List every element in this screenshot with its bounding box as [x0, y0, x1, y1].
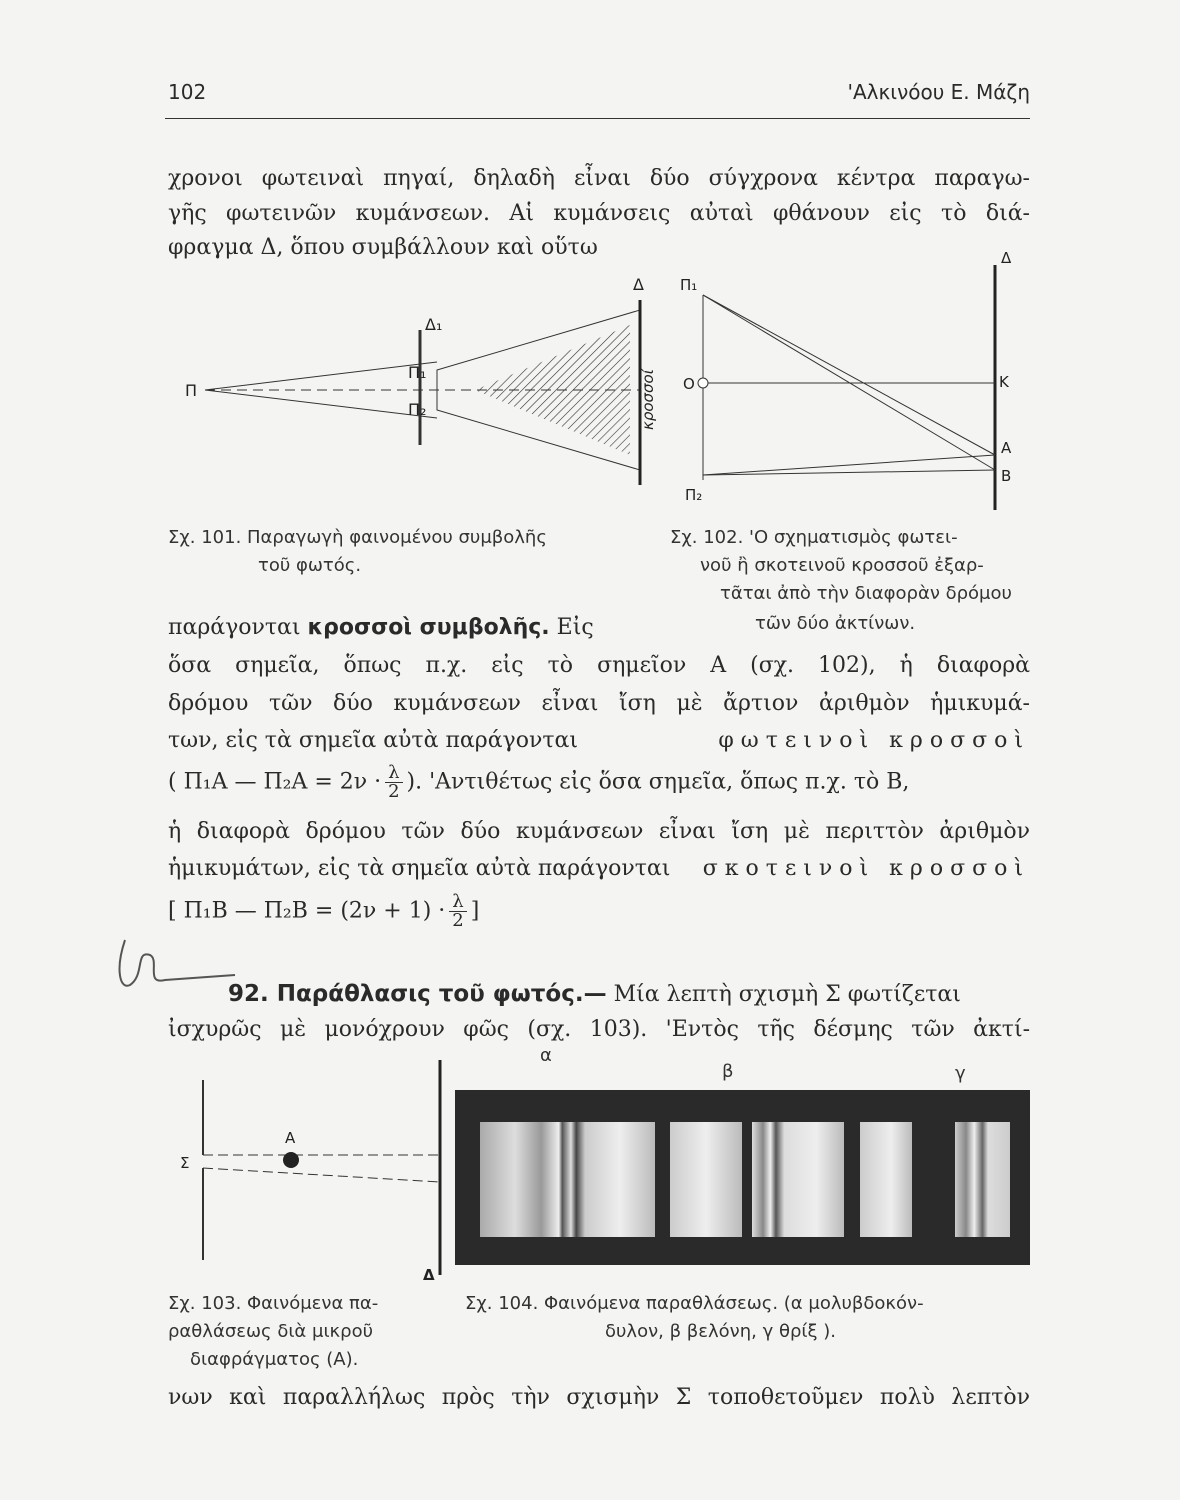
fig101-caption-line2: τοῦ φωτός.: [258, 555, 362, 576]
fig102-caption-line: τᾶται ἀπὸ τὴν διαφορὰν δρόμου: [720, 583, 1012, 604]
text-line: ἰσχυρῶς μὲ μονόχρουν φῶς (σχ. 103). 'Εντὸς τῆς δέσμης τῶν ἀκτί-: [168, 1017, 1030, 1042]
label-source: Π: [185, 381, 198, 400]
fig103-caption-line: Σχ. 103. Φαινόμενα πα-: [168, 1293, 379, 1314]
label-source1: Π₁: [680, 276, 698, 294]
label-beta: β: [722, 1061, 734, 1082]
label-alpha: α: [540, 1045, 552, 1066]
fig103-caption-line: διαφράγματος (Α).: [190, 1349, 359, 1370]
formula-line: ( Π₁Α — Π₂Α = 2ν · $\frac{\lambda}{2}$ ). 'Αντιθέτως εἰς ὅσα σημεῖα, ὅπως π.χ. τὸ Β,: [168, 762, 910, 802]
formula-line: [ Π₁Β — Π₂Β = (2ν + 1) · $\frac{\lambda}{2}$ ]: [168, 891, 480, 931]
pattern-beta-left: [670, 1122, 742, 1237]
fig102-caption-line: νοῦ ἢ σκοτεινοῦ κροσσοῦ ἐξαρ-: [700, 555, 984, 576]
text-line: παράγονται κροσσοὶ συμβολῆς. Εἰς: [168, 615, 594, 640]
label-k: K: [999, 373, 1009, 391]
overlap-region: [475, 325, 630, 455]
fig104-caption-line: δυλον, β βελόνη, γ θρίξ ).: [605, 1321, 836, 1342]
label-source2: Π₂: [685, 486, 703, 504]
section-heading-line: 92. Παράθλασις τοῦ φωτός.— Μία λεπτὴ σχισμὴ Σ φωτίζεται: [228, 981, 961, 1007]
pattern-gamma-right: [955, 1122, 1010, 1237]
ray-line: [703, 295, 995, 455]
running-title: 'Αλκινόου Ε. Μάζη: [847, 80, 1030, 104]
label-screen: Δ: [423, 1266, 435, 1284]
figure-102-path-difference-diagram: [675, 245, 1035, 515]
ray-line: [205, 362, 437, 390]
label-b: B: [1001, 467, 1012, 485]
text-line: νων καὶ παραλλήλως πρὸς τὴν σχισμὴν Σ τοποθετοῦμεν πολὺ λεπτὸν: [168, 1385, 1030, 1410]
figure-103-diffraction-diagram: [175, 1060, 455, 1290]
fig102-caption-line: τῶν δύο ἀκτίνων.: [755, 613, 916, 634]
figure-104-diffraction-photo: [455, 1090, 1030, 1265]
fig103-caption-line: ραθλάσεως διὰ μικροῦ: [168, 1321, 374, 1342]
label-screen: Δ: [1001, 249, 1012, 267]
figure-101-interference-diagram: [175, 270, 675, 500]
label-screen: Δ: [633, 275, 644, 294]
label-screen1: Δ₁: [425, 315, 443, 334]
label-a: A: [1001, 439, 1012, 457]
fig102-caption-line: Σχ. 102. 'Ο σχηματισμὸς φωτει-: [670, 527, 958, 548]
section-92-heading: 92. Παράθλασις τοῦ φωτός.—: [228, 981, 607, 1007]
handwritten-mark: [105, 930, 245, 1000]
label-center: O: [683, 375, 695, 393]
text-line: φραγμα Δ, ὅπου συμβάλλουν καὶ οὕτω: [168, 235, 598, 260]
ray-line: [205, 390, 437, 418]
label-gamma: γ: [955, 1063, 966, 1084]
pattern-alpha: [480, 1122, 655, 1237]
label-fringes: κροσσοί: [639, 369, 657, 430]
text-line: γῆς φωτεινῶν κυμάνσεων. Αἱ κυμάνσεις αὐταὶ φθάνουν εἰς τὸ διά-: [168, 201, 1030, 226]
text-line: των, εἰς τὰ σημεῖα αὐτὰ παράγονται φωτεινοὶ κροσσοὶ: [168, 728, 1030, 753]
header-rule: [165, 118, 1030, 119]
obstacle-disc: [283, 1152, 299, 1168]
text-line: ἡμικυμάτων, εἰς τὰ σημεῖα αὐτὰ παράγονται σκοτεινοὶ κροσσοὶ: [168, 856, 1030, 881]
center-point: [698, 378, 708, 388]
label-slit1: Π₁: [408, 363, 427, 382]
page-number: 102: [168, 80, 207, 104]
bold-term: κροσσοὶ συμβολῆς.: [307, 615, 550, 640]
label-slit2: Π₂: [408, 400, 427, 419]
pattern-beta-right: [752, 1122, 844, 1237]
fig104-caption-line: Σχ. 104. Φαινόμενα παραθλάσεως. (α μολυβδοκόν-: [465, 1293, 924, 1314]
text-line: χρονοι φωτειναὶ πηγαί, δηλαδὴ εἶναι δύο σύγχρονα κέντρα παραγω-: [168, 166, 1030, 191]
pattern-gamma-left: [860, 1122, 912, 1237]
text-line: ὅσα σημεῖα, ὅπως π.χ. εἰς τὸ σημεῖον Α (σχ. 102), ἡ διαφορὰ: [168, 653, 1030, 678]
label-slit: Σ: [180, 1154, 190, 1172]
text-line: ἡ διαφορὰ δρόμου τῶν δύο κυμάνσεων εἶναι ἴση μὲ περιττὸν ἀριθμὸν: [168, 819, 1030, 844]
label-obstacle: A: [285, 1129, 296, 1147]
text-line: δρόμου τῶν δύο κυμάνσεων εἶναι ἴση μὲ ἄρτιον ἀριθμὸν ἡμικυμά-: [168, 691, 1030, 716]
fig101-caption-line1: Σχ. 101. Παραγωγὴ φαινομένου συμβολῆς: [168, 527, 547, 548]
beam-edge: [203, 1168, 440, 1182]
